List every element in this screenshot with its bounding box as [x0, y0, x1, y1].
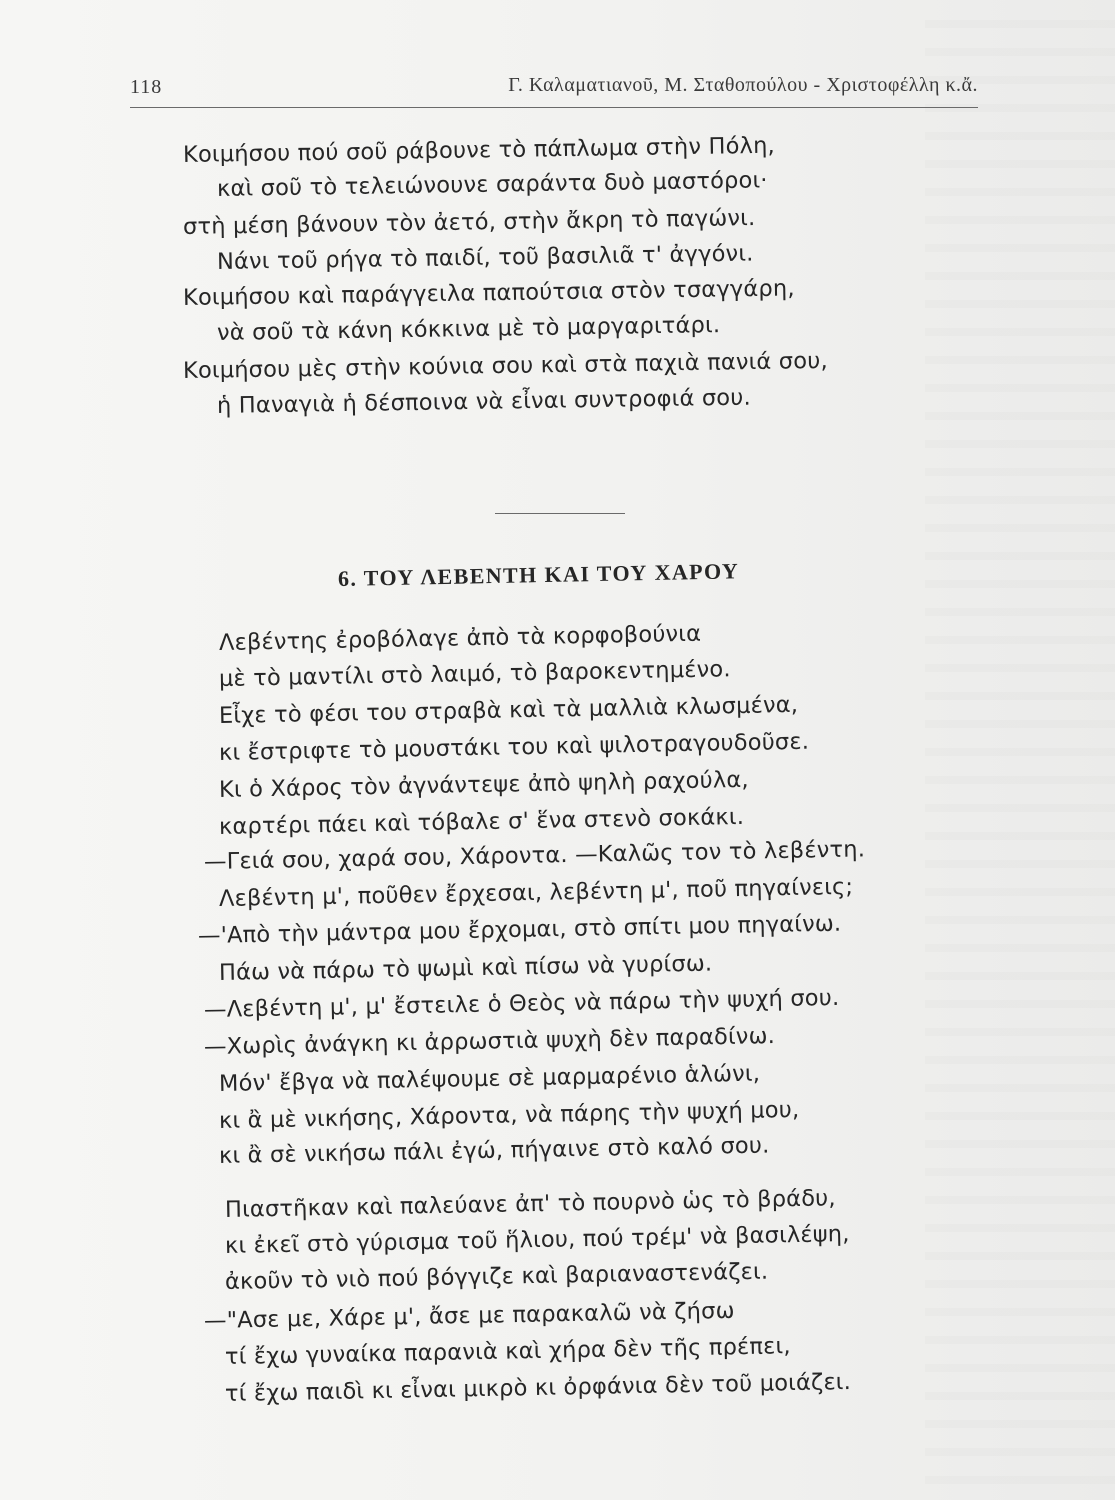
verse-line: Λεβέντη μ', ποῦθεν ἔρχεσαι, λεβέντη μ', ποῦ πηγαίνεις;: [218, 873, 854, 912]
verse-line: στὴ μέση βάνουν τὸν ἀετό, στὴν ἄκρη τὸ παγώνι.: [182, 205, 756, 240]
bleed-through-shadow: [925, 0, 1115, 1500]
verse-line: τί ἔχω γυναίκα παρανιὰ καὶ χήρα δὲν τῆς πρέπει,: [224, 1333, 791, 1370]
verse-line: Κοιμήσου μὲς στὴν κούνια σου καὶ στὰ παχιὰ πανιά σου,: [182, 347, 829, 384]
verse-line: Κοιμήσου πού σοῦ ράβουνε τὸ πάπλωμα στὴν Πόλη,: [182, 132, 776, 168]
verse-line: κι ἐκεῖ στὸ γύρισμα τοῦ ἥλιου, πού τρέμ' νὰ βασιλέψη,: [224, 1221, 850, 1259]
verse-line: Πιαστῆκαν καὶ παλεύανε ἀπ' τὸ πουρνὸ ὡς τὸ βράδυ,: [224, 1185, 836, 1223]
verse-line: νὰ σοῦ τὰ κάνη κόκκινα μὲ τὸ μαργαριτάρι.: [216, 312, 721, 346]
verse-line: ἀκοῦν τὸ νιὸ πού βόγγιζε καὶ βαριαναστενάζει.: [224, 1258, 769, 1295]
verse-line: κι ἂ μὲ νικήσης, Χάροντα, νὰ πάρης τὴν ψυχή μου,: [218, 1096, 800, 1134]
verse-line: —Χωρὶς ἀνάγκη κι ἀρρωστιὰ ψυχὴ δὲν παραδίνω.: [203, 1023, 776, 1060]
verse-line: Πάω νὰ πάρω τὸ ψωμὶ καὶ πίσω νὰ γυρίσω.: [218, 950, 713, 986]
verse-line: —'Απὸ τὴν μάντρα μου ἔρχομαι, στὸ σπίτι μου πηγαίνω.: [197, 910, 842, 949]
running-head: [130, 74, 978, 104]
verse-line: καρτέρι πάει καὶ τόβαλε σ' ἕνα στενὸ σοκάκι.: [218, 803, 745, 840]
verse-line: τί ἔχω παιδὶ κι εἶναι μικρὸ κι ὀρφάνια δὲν τοῦ μοιάζει.: [224, 1368, 852, 1407]
verse-line: Κι ὁ Χάρος τὸν ἀγνάντεψε ἀπὸ ψηλὴ ραχούλα,: [218, 766, 749, 803]
verse-line: Νάνι τοῦ ρήγα τὸ παιδί, τοῦ βασιλιᾶ τ' ἀγγόνι.: [216, 240, 754, 275]
verse-line: Λεβέντης ἐροβόλαγε ἀπὸ τὰ κορφοβούνια: [218, 620, 702, 656]
verse-line: κι ἔστριφτε τὸ μουστάκι του καὶ ψιλοτραγουδοῦσε.: [218, 728, 810, 766]
verse-line: κι ἂ σὲ νικήσω πάλι ἐγώ, πήγαινε στὸ καλό σου.: [218, 1132, 770, 1169]
verse-line: ἡ Παναγιὰ ἡ δέσποινα νὰ εἶναι συντροφιά σου.: [216, 384, 752, 419]
section-title: 6. ΤΟΥ ΛΕΒΕΝΤΗ ΚΑΙ ΤΟΥ ΧΑΡΟΥ: [337, 558, 740, 591]
verse-line: —"Ασε με, Χάρε μ', ἄσε με παρακαλῶ νὰ ζήσω: [203, 1297, 735, 1334]
verse-line: Μόν' ἔβγα νὰ παλέψουμε σὲ μαρμαρένιο ἁλώνι,: [218, 1060, 761, 1097]
verse-line: μὲ τὸ μαντίλι στὸ λαιμό, τὸ βαροκεντημένο.: [218, 656, 731, 692]
header-rule: [130, 107, 978, 108]
verse-line: Κοιμήσου καὶ παράγγειλα παπούτσια στὸν τσαγγάρη,: [182, 275, 795, 311]
verse-line: καὶ σοῦ τὸ τελειώνουνε σαράντα δυὸ μαστόροι·: [216, 167, 768, 202]
page-number: 118: [130, 76, 163, 98]
verse-line: Εἶχε τὸ φέσι του στραβὰ καὶ τὰ μαλλιὰ κλωσμένα,: [218, 691, 799, 729]
section-divider: [495, 513, 625, 514]
running-title: Γ. Καλαματιανοῦ, Μ. Σταθοπούλου - Χριστοφέλλη κ.ἄ.: [508, 74, 978, 96]
verse-line: —Λεβέντη μ', μ' ἔστειλε ὁ Θεὸς νὰ πάρω τὴν ψυχή σου.: [203, 984, 840, 1023]
verse-line: —Γειά σου, χαρά σου, Χάροντα. —Καλῶς τον τὸ λεβέντη.: [203, 836, 866, 875]
